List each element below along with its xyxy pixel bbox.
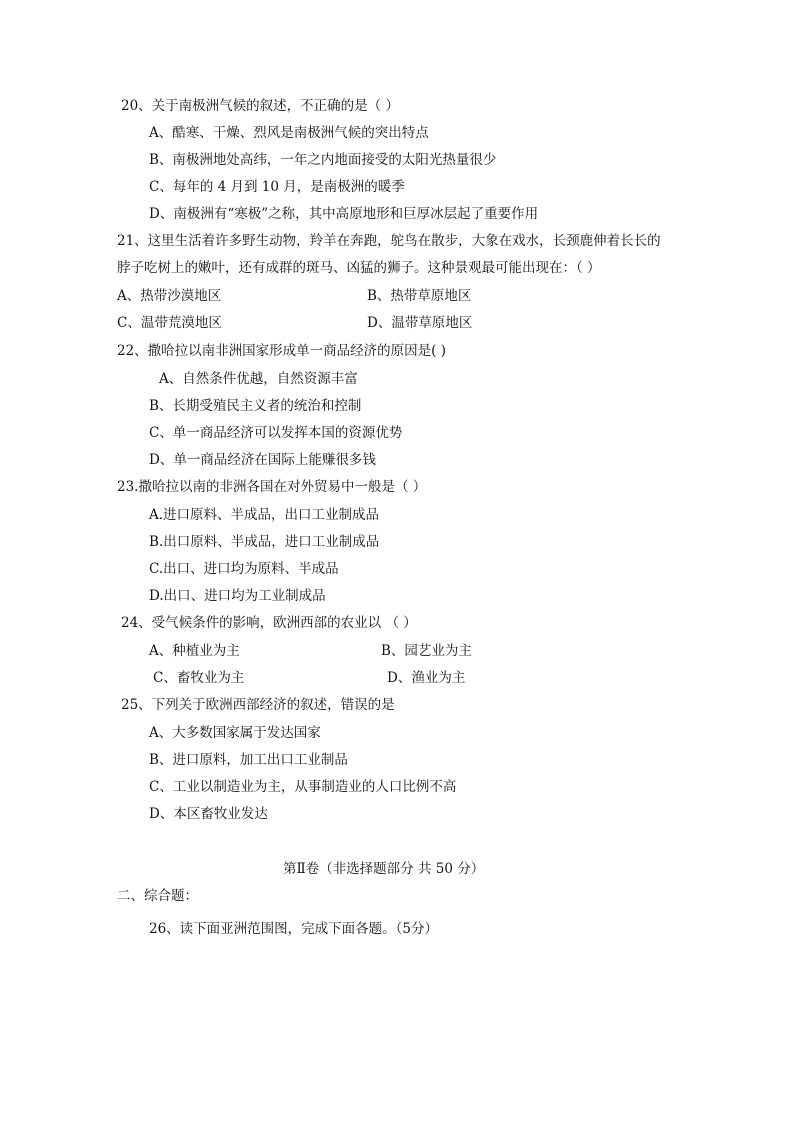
q23-stem: 23.撒哈拉以南的非洲各国在对外贸易中一般是（ ） bbox=[117, 479, 427, 495]
q21-stem-line1: 21、这里生活着许多野生动物，羚羊在奔跑，鸵鸟在散步，大象在戏水，长颈鹿伸着长长的 bbox=[117, 233, 661, 249]
q21-option-b: B、热带草原地区 bbox=[367, 288, 472, 304]
q20-option-a: A、酷寒、干燥、烈风是南极洲气候的突出特点 bbox=[149, 125, 429, 141]
q22-option-c: C、单一商品经济可以发挥本国的资源优势 bbox=[149, 425, 403, 441]
q21-option-a: A、热带沙漠地区 bbox=[117, 288, 222, 304]
q21-option-d: D、温带草原地区 bbox=[367, 315, 473, 331]
q23-option-c: C.出口、进口均为原料、半成品 bbox=[149, 561, 339, 577]
q25-option-c: C、工业以制造业为主，从事制造业的人口比例不高 bbox=[149, 779, 457, 795]
q21-stem-line2: 脖子吃树上的嫩叶，还有成群的斑马、凶猛的狮子。这种景观最可能出现在：（ ） bbox=[117, 260, 601, 276]
q23-option-b: B.出口原料、半成品，进口工业制成品 bbox=[149, 534, 380, 550]
q21-option-c: C、温带荒漠地区 bbox=[117, 315, 222, 331]
q22-stem: 22、撒哈拉以南非洲国家形成单一商品经济的原因是( ) bbox=[117, 343, 447, 359]
q24-option-b: B、园艺业为主 bbox=[381, 643, 472, 659]
part2-title: 第Ⅱ卷（非选择题部分 共 50 分） bbox=[283, 861, 485, 877]
section-heading: 二、综合题： bbox=[117, 888, 198, 904]
q25-option-b: B、进口原料，加工出口工业制品 bbox=[149, 752, 348, 768]
q23-option-d: D.出口、进口均为工业制成品 bbox=[149, 588, 326, 604]
q20-option-d: D、南极洲有“寒极”之称，其中高原地形和巨厚冰层起了重要作用 bbox=[149, 206, 539, 222]
q24-option-a: A、种植业为主 bbox=[149, 643, 240, 659]
q24-stem: 24、受气候条件的影响，欧洲西部的农业以 （ ） bbox=[121, 615, 417, 631]
q24-option-c: C、畜牧业为主 bbox=[153, 670, 245, 686]
q25-stem: 25、下列关于欧洲西部经济的叙述，错误的是 bbox=[121, 697, 395, 713]
q22-option-d: D、单一商品经济在国际上能赚很多钱 bbox=[149, 452, 376, 468]
q22-option-b: B、长期受殖民主义者的统治和控制 bbox=[149, 398, 362, 414]
q26-stem: 26、读下面亚洲范围图，完成下面各题。（5分） bbox=[149, 921, 439, 937]
q24-option-d: D、渔业为主 bbox=[387, 670, 466, 686]
q23-option-a: A.进口原料、半成品，出口工业制成品 bbox=[149, 507, 380, 523]
q25-option-d: D、本区畜牧业发达 bbox=[149, 806, 268, 822]
q20-stem: 20、关于南极洲气候的叙述，不正确的是（ ） bbox=[121, 98, 399, 114]
q22-option-a: A、自然条件优越，自然资源丰富 bbox=[159, 371, 358, 387]
q20-option-b: B、南极洲地处高纬，一年之内地面接受的太阳光热量很少 bbox=[149, 152, 497, 168]
q20-option-c: C、每年的 4 月到 10 月，是南极洲的暖季 bbox=[149, 179, 405, 195]
q25-option-a: A、大多数国家属于发达国家 bbox=[149, 725, 321, 741]
